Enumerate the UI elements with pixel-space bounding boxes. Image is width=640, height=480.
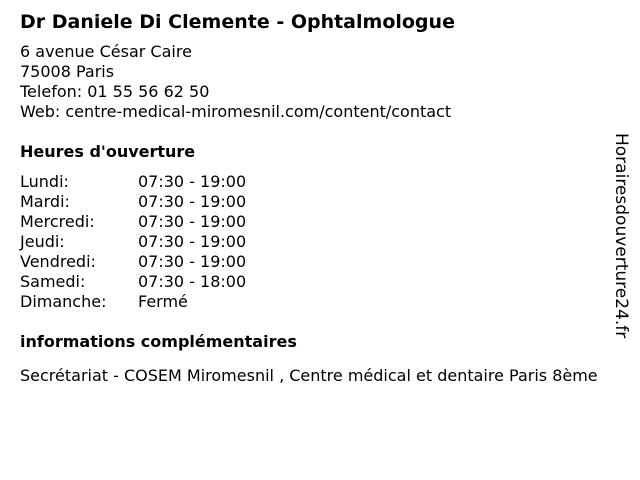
hours-row-thursday bbox=[20, 232, 620, 252]
address-block bbox=[20, 42, 620, 122]
city-address: 75008 Paris bbox=[20, 62, 115, 81]
day-label: Jeudi: bbox=[20, 232, 65, 251]
site-watermark: Horairesdouverture24.fr bbox=[611, 133, 631, 339]
hours-row-saturday bbox=[20, 272, 620, 292]
page-title: Dr Daniele Di Clemente - Ophtalmologue bbox=[20, 11, 455, 33]
hours-row-tuesday bbox=[20, 192, 620, 212]
time-range: 07:30 - 19:00 bbox=[138, 172, 247, 191]
day-label: Lundi: bbox=[20, 172, 69, 191]
day-label: Mercredi: bbox=[20, 212, 95, 231]
time-range: 07:30 - 19:00 bbox=[138, 212, 247, 231]
phone-number: Telefon: 01 55 56 62 50 bbox=[20, 82, 210, 101]
street-address: 6 avenue César Caire bbox=[20, 42, 192, 61]
day-label: Dimanche: bbox=[20, 292, 107, 311]
day-label: Vendredi: bbox=[20, 252, 96, 271]
info-heading: informations complémentaires bbox=[20, 332, 297, 351]
time-range: 07:30 - 18:00 bbox=[138, 272, 247, 291]
listing-content bbox=[20, 10, 620, 386]
time-range: 07:30 - 19:00 bbox=[138, 192, 247, 211]
day-label: Samedi: bbox=[20, 272, 86, 291]
day-label: Mardi: bbox=[20, 192, 70, 211]
website: Web: centre-medical-miromesnil.com/content/contact bbox=[20, 102, 452, 121]
hours-heading: Heures d'ouverture bbox=[20, 142, 196, 161]
info-text: Secrétariat - COSEM Miromesnil , Centre médical et dentaire Paris 8ème bbox=[20, 366, 598, 385]
hours-list bbox=[20, 172, 620, 312]
hours-row-friday bbox=[20, 252, 620, 272]
hours-row-sunday bbox=[20, 292, 620, 312]
hours-row-monday bbox=[20, 172, 620, 192]
hours-row-wednesday bbox=[20, 212, 620, 232]
time-range: Fermé bbox=[138, 292, 188, 311]
time-range: 07:30 - 19:00 bbox=[138, 232, 247, 251]
time-range: 07:30 - 19:00 bbox=[138, 252, 247, 271]
